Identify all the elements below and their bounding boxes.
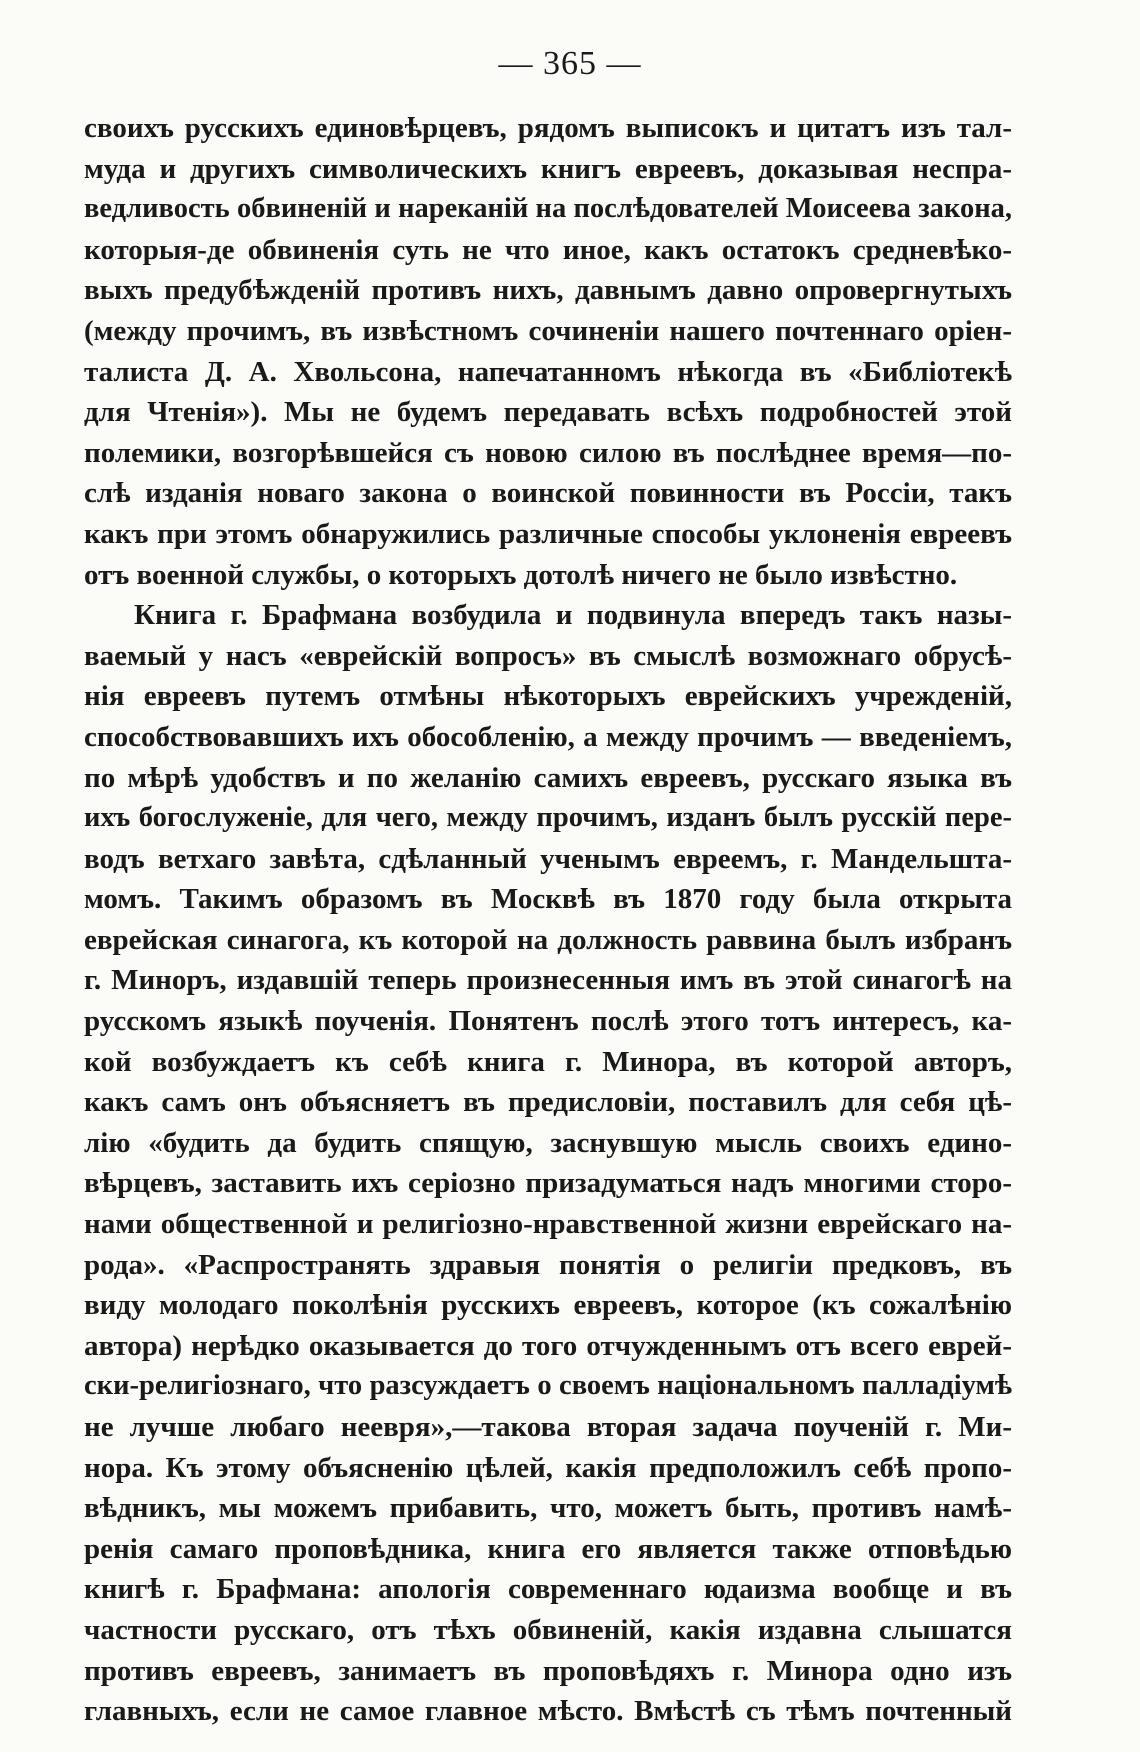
text-line: способствовавшихъ ихъ обособленію, а между прочимъ — введеніемъ,: [84, 720, 1012, 753]
text-line: полемики, возгорѣвшейся съ новою силою въ послѣднее время—по-: [84, 436, 1012, 469]
text-line: еврейская синагога, къ которой на должность раввина былъ избранъ: [84, 923, 1012, 956]
text-line: момъ. Такимъ образомъ въ Москвѣ въ 1870 году была открыта: [84, 883, 1012, 916]
paragraph-2: [84, 595, 1012, 1732]
text-line: какъ при этомъ обнаружились различные способы уклоненія евреевъ: [84, 517, 1012, 550]
text-line: Книга г. Брафмана возбудила и подвинула впередъ такъ назы-: [134, 599, 1012, 632]
text-line: кой возбуждаетъ къ себѣ книга г. Минора, въ которой авторъ,: [84, 1045, 1012, 1078]
body-text: [84, 108, 1012, 1732]
page-number: — 365 —: [498, 45, 642, 82]
text-line: водъ ветхаго завѣта, сдѣланный ученымъ евреемъ, г. Мандельшта-: [84, 842, 1012, 875]
text-line: ведливость обвиненій и нареканій на послѣдователей Моисеева закона,: [84, 193, 1012, 225]
text-line: выхъ предубѣжденій противъ нихъ, давнымъ давно опровергнутыхъ: [84, 274, 1012, 307]
text-line: книгѣ г. Брафмана: апологія современнаго юдаизма вообще и въ: [84, 1573, 1012, 1606]
text-line: талиста Д. А. Хвольсона, напечатанномъ нѣкогда въ «Библіотекѣ: [84, 355, 1012, 388]
text-line: виду молодаго поколѣнія русскихъ евреевъ, которое (къ сожалѣнію: [84, 1289, 1012, 1322]
text-line: частности русскаго, отъ тѣхъ обвиненій, какія издавна слышатся: [84, 1613, 1012, 1646]
text-line: нора. Къ этому объясненію цѣлей, какія предположилъ себѣ пропо-: [84, 1451, 1012, 1484]
text-line: нія евреевъ путемъ отмѣны нѣкоторыхъ еврейскихъ учрежденій,: [84, 680, 1012, 713]
text-line: рода». «Распространять здравыя понятія о религіи предковъ, въ: [84, 1248, 1012, 1281]
text-line: слѣ изданія новаго закона о воинской повинности въ Россіи, такъ: [84, 477, 1012, 510]
text-line: г. Миноръ, издавшій теперь произнесенныя имъ въ этой синагогѣ на: [84, 964, 1012, 997]
text-line: (между прочимъ, въ извѣстномъ сочиненіи нашего почтеннаго оріен-: [84, 314, 1012, 347]
text-line: ски-религіознаго, что разсуждаетъ о своемъ національномъ палладіумѣ: [84, 1370, 1012, 1402]
text-line: нами общественной и религіозно-нравственной жизни еврейскаго на-: [84, 1208, 1012, 1241]
text-line: ваемый у насъ «еврейскій вопросъ» въ смыслѣ возможнаго обрусѣ-: [84, 639, 1012, 672]
text-line: отъ военной службы, о которыхъ дотолѣ ничего не было извѣстно.: [84, 558, 958, 591]
text-line: по мѣрѣ удобствъ и по желанію самихъ евреевъ, русскаго языка въ: [84, 761, 1012, 794]
text-line: лію «будить да будить спящую, заснувшую мысль своихъ едино-: [84, 1126, 1012, 1159]
text-line: своихъ русскихъ единовѣрцевъ, рядомъ выписокъ и цитатъ изъ тал-: [84, 112, 1012, 144]
text-line: какъ самъ онъ объясняетъ въ предисловіи, поставилъ для себя цѣ-: [84, 1086, 1012, 1119]
text-line: ихъ богослуженіе, для чего, между прочимъ, изданъ былъ русскій пере-: [84, 802, 1012, 834]
text-line: не лучше любаго неевря»,—такова вторая задача поученій г. Ми-: [84, 1411, 1012, 1443]
text-line: вѣрцевъ, заставить ихъ серіозно призадуматься надъ многими сторо-: [84, 1167, 1012, 1200]
text-line: которыя-де обвиненія суть не что иное, какъ остатокъ средневѣко-: [84, 233, 1012, 266]
paragraph-1: [84, 108, 1012, 595]
text-line: главныхъ, если не самое главное мѣсто. Вмѣстѣ съ тѣмъ почтенный: [84, 1695, 1012, 1728]
text-line: автора) нерѣдко оказывается до того отчужденнымъ отъ всего еврей-: [84, 1329, 1012, 1362]
text-line: муда и другихъ символическихъ книгъ евреевъ, доказывая неспра-: [84, 152, 1012, 185]
text-line: вѣдникъ, мы можемъ прибавить, что, можетъ быть, противъ намѣ-: [84, 1492, 1012, 1525]
text-line: противъ евреевъ, занимаетъ въ проповѣдяхъ г. Минора одно изъ: [84, 1654, 1012, 1687]
text-line: ренія самаго проповѣдника, книга его является также отповѣдью: [84, 1532, 1012, 1565]
text-line: русскомъ языкѣ поученія. Понятенъ послѣ этого тотъ интересъ, ка-: [84, 1005, 1012, 1038]
text-line: для Чтенія»). Мы не будемъ передавать всѣхъ подробностей этой: [84, 396, 1012, 429]
